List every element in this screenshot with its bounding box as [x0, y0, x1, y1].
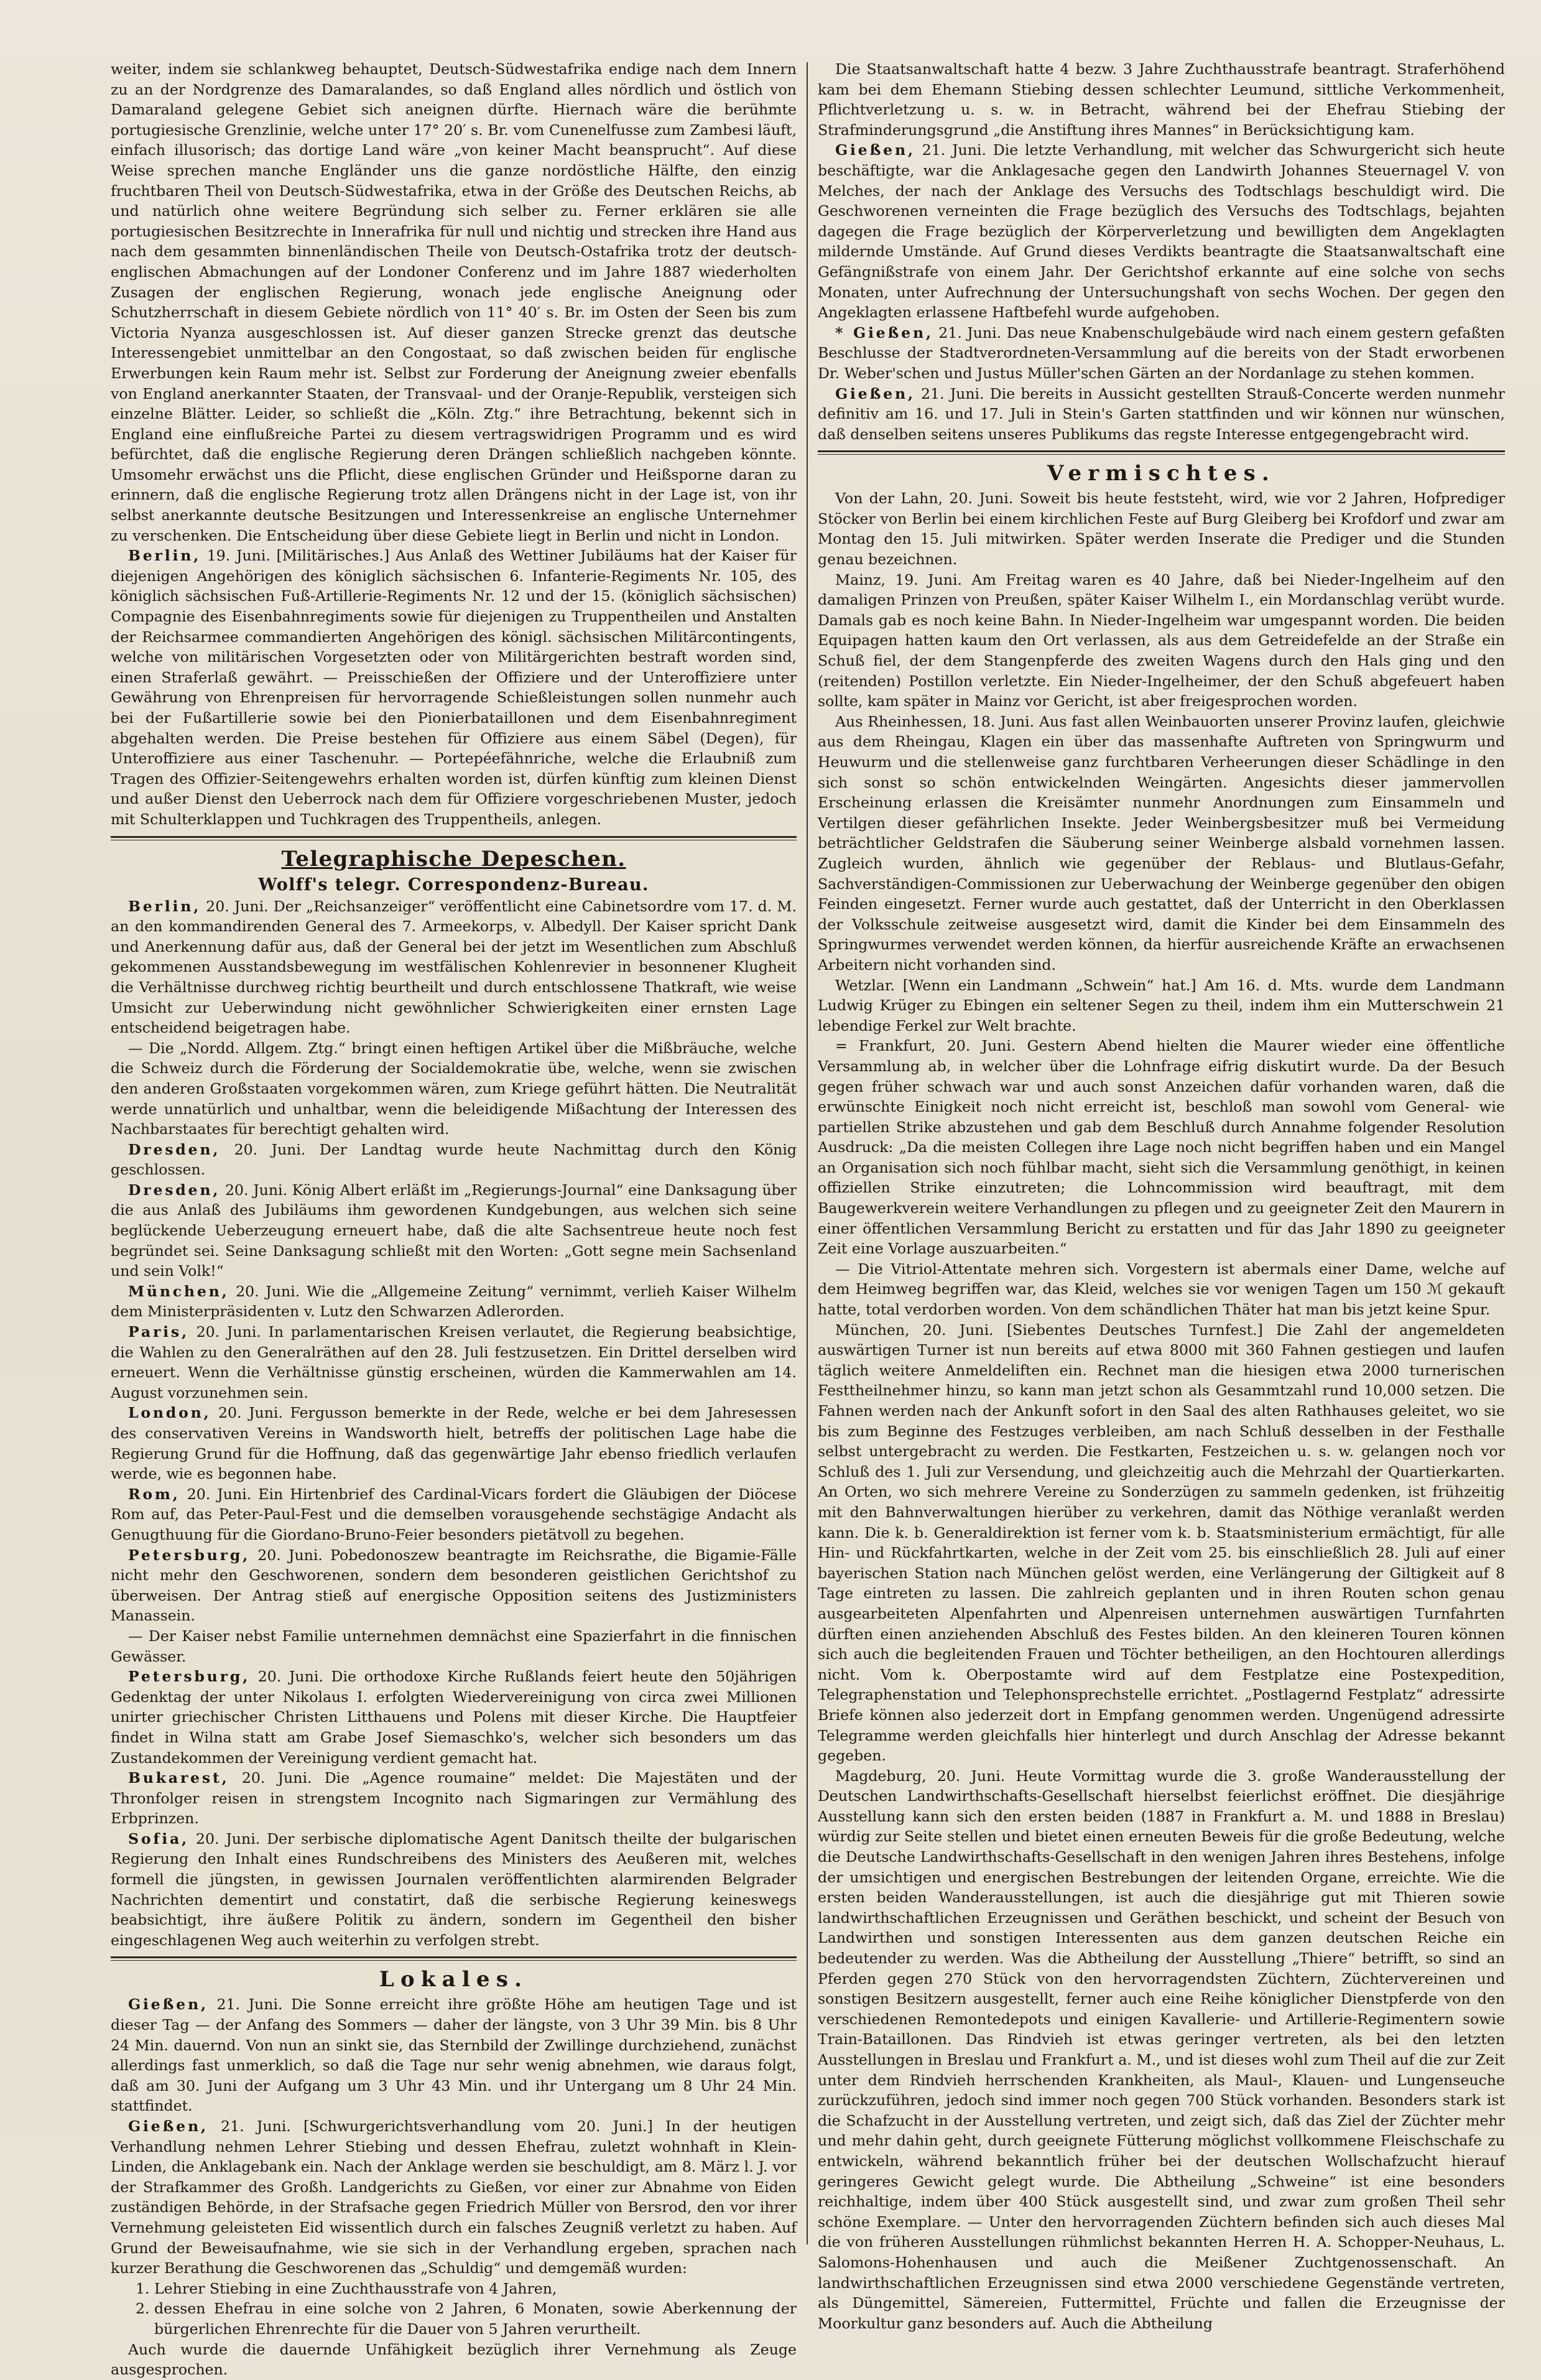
dateline-place: Berlin,	[128, 897, 201, 915]
dateline-place: London,	[128, 1404, 211, 1422]
misc-item: Magdeburg, 20. Juni. Heute Vormittag wurde die 3. große Wanderausstellung der Deutschen Landwirthschafts-Gesellschaft hierselbst feierlichst eröffnet. Die diesjährige Ausstellung kann sich den ersten beiden (1887 in Frankfurt a. M. und 1888 in Breslau) würdig zur Seite stellen und bietet einen erneuten Beweis für die große Bedeutung, welche die Deutsche Landwirthschafts-Gesellschaft in den wenigen Jahren ihres Bestehens, infolge der umsichtigen und energischen Bestrebungen der leitenden Organe, erreichte. Wie die ersten beiden Wanderausstellungen, ist auch die diesjährige gut mit Thieren sowie landwirthschaftlichen Erzeugnissen und Geräthen beschickt, und scheint der Besuch von Landwirthen und sonstigen Interessenten aus dem ganzen deutschen Reiche ein bedeutender zu werden. Was die Abtheilung der Ausstellung „Thiere“ betrifft, so sind an Pferden gegen 270 Stück von den hervorragendsten Züchtern, Züchtervereinen und sonstigen Besitzern ausgestellt, ferner auch eine Reihe königlicher Dienstpferde von den verschiedenen Remontedepots und einigen Kavallerie- und Artillerie-Regimentern sowie Train-Bataillonen. Das Rindvieh ist etwas geringer vertreten, als bei den letzten Ausstellungen in Breslau und Frankfurt a. M., und ist dieses wohl zum Theil auf die zur Zeit unter dem Rindvieh herrschenden Krankheiten, als Maul-, Klauen- und Lungenseuche zurückzuführen, jedoch sind immer noch gegen 700 Stück vorhanden. Besonders stark ist die Schafzucht in der Ausstellung vertreten, und zeigt sich, daß das Ziel der Züchter mehr und mehr dahin geht, durch geeignete Fütterung möglichst vollkommene Fleischschafe zu entwickeln, während bekanntlich früher bei der deutschen Wollschafzucht hierauf geringeres Gewicht gelegt wurde. Die Abtheilung „Schweine“ ist eine besonders reichhaltige, indem über 400 Stück ausgestellt sind, und zwar zum großen Theil sehr schöne Exemplare. — Unter den hervorragenden Züchtern befinden sich auch dieses Mal die von früheren Ausstellungen rühmlichst bekannten Herren H. A. Schopper-Neuhaus, L. Salomons-Hohenhausen und auch die Meißener Zuchtgenossenschaft. An landwirthschaftlichen Erzeugnissen sind etwa 2000 verschiedene Gegenstände vertreten, als Düngemittel, Sämereien, Futtermittel, Früchte und fallen die Erzeugnisse der Moorkultur ganz besonders auf. Auch die Abtheilung	[818, 1767, 1505, 2332]
telegram-text: 20. Juni. Die „Agence roumaine“ meldet: Die Majestäten und der Thronfolger reisen in strengstem Incognito nach Sigmaringen zur Vermählung des Erbprinzen.	[111, 1769, 797, 1828]
article-colonial-text: weiter, indem sie schlankweg behauptet, Deutsch-Südwestafrika endige nach dem Innern zu an der Nordgrenze des Damaralandes, so daß England alles nördlich und östlich von Damaraland gelegene Gebiet sich aneignen dürfte. Hiernach wäre die berühmte portugiesische Grenzlinie, welche unter 17° 20′ s. Br. vom Cunenelfusse zum Zambesi läuft, einfach illusorisch; das dortige Land wäre „von keiner Macht beansprucht“. Auf diese Weise sprechen manche Engländer uns die ganze nordöstliche Hälfte, den einzig fruchtbaren Theil von Deutsch-Südwestafrika, etwa in der Größe des Deutschen Reichs, ab und natürlich ohne weitere Begründung sich selber zu. Ferner erklären sie alle portugiesischen Besitzrechte in Innerafrika für null und nichtig und strecken ihre Hand aus nach dem gesammten binnenländischen Theile von Deutsch-Ostafrika trotz der deutsch-englischen Abmachungen auf der Londoner Conferenz und im Jahre 1887 wiederholten Zusagen der englischen Regierung, wonach jede englische Aneignung oder Schutzherrschaft in diesem Gebiete nördlich von 11° 40′ s. Br. im Osten der Seen bis zum Victoria Nyanza ausgeschlossen ist. Auf dieser ganzen Strecke grenzt das deutsche Interessengebiet unmittelbar an den Congostaat, so daß zwischen beiden für englische Erwerbungen kein Raum mehr ist. Selbst zur Forderung der Aneignung zweier ebenfalls von England anerkannter Staaten, der Transvaal- und der Oranje-Republik, versteigen sich einzelne Blätter. Leider, so schließt die „Köln. Ztg.“ ihre Betrachtung, bekennt sich in England eine einflußreiche Partei zu diesem vertragswidrigen Programm und es wird befürchtet, daß die englische Regierung deren Drängen schließlich nachgeben könnte. Umsomehr erwächst uns die Pflicht, diese englischen Gründer und Heißsporne daran zu erinnern, daß die englische Regierung trotz allen Drängens nicht in der Lage ist, von ihr selbst anerkannte deutsche Besitzungen und Interessenkreise an englische Unternehmer zu verschenken. Die Entscheidung über diese Gebiete liegt in Berlin und nicht in London.	[111, 60, 797, 544]
dateline-place: Petersburg,	[128, 1546, 251, 1564]
dateline-place: Gießen,	[835, 141, 915, 159]
dateline-place: Gießen,	[835, 384, 915, 402]
misc-item: = Frankfurt, 20. Juni. Gestern Abend hielten die Maurer wieder eine öffentliche Versammlung ab, in welcher über die Lohnfrage eifrig diskutirt wurde. Da der Besuch gegen früher schwach war und auch sonst Anzeichen dafür vorhanden waren, daß die erwünschte Einigkeit noch nicht erreicht ist, beschloß man sowohl vom General- wie partiellen Strike abzustehen und gab dem Beschluß durch Annahme folgender Resolution Ausdruck: „Da die meisten Collegen ihre Lage noch nicht begriffen haben und ein Mangel an Organisation sich noch fühlbar macht, sieht sich die Versammlung genöthigt, in keinen offiziellen Strike einzutreten; die Lohncommission wird beauftragt, mit dem Baugewerkverein weitere Verhandlungen zu pflegen und zu geeigneter Zeit den Maurern in einer öffentlichen Versammlung Bericht zu erstatten und für das Jahr 1890 zu geeigneter Zeit eine Vorlage auszuarbeiten.“	[818, 1037, 1505, 1258]
telegram-text: 20. Juni. Die orthodoxe Kirche Rußlands feiert heute den 50jährigen Gedenktag der unter Nikolaus I. erfolgten Wiedervereinigung von circa zwei Millionen unirter griechischer Christen Litthauens und Polens mit dieser Kirche. Die Hauptfeier findet in Wilna statt am Grabe Josef Siemaschko's, welcher sich besonders um das Zustandekommen der Vereinigung verdient gemacht hat.	[111, 1668, 797, 1767]
telegram-item: — Der Kaiser nebst Familie unternehmen demnächst eine Spazierfahrt in die finnischen Gewässer.	[111, 1627, 797, 1665]
telegram-item	[111, 1403, 797, 1484]
section-heading-local: Lokales.	[379, 1967, 529, 1992]
local-text: 21. Juni. Die Sonne erreicht ihre größte Höhe am heutigen Tage und ist dieser Tag — der Anfang des Sommers — daher der längste, von 3 Uhr 39 Min. bis 8 Uhr 24 Min. dauernd. Von nun an sinkt sie, das Sternbild der Zwillinge durchziehend, zunächst allerdings fast unmerklich, so daß die Tage nur sehr wenig abnehmen, wie daraus folgt, daß am 30. Juni der Aufgang um 3 Uhr 43 Min. und ihr Untergang um 8 Uhr 24 Min. stattfindet.	[111, 1996, 797, 2115]
dateline-place: München,	[128, 1282, 229, 1300]
dateline-place: Rom,	[128, 1485, 180, 1503]
telegram-item: — Die „Nordd. Allgem. Ztg.“ bringt einen heftigen Artikel über die Mißbräuche, welche die Schweiz durch die Förderung der Socialdemokratie übe, welche, wenn sie zwischen den anderen Großstaaten vorgekommen wären, zum Kriege geführt hätten. Die Neutralität werde unnatürlich und unhaltbar, wenn die beleidigende Mißachtung der Interessen des Nachbarstaates für berechtigt gehalten wird.	[111, 1039, 797, 1138]
misc-item: Wetzlar. [Wenn ein Landmann „Schwein“ hat.] Am 16. d. Mts. wurde dem Landmann Ludwig Krüger zu Ebingen ein seltener Segen zu theil, indem ihm ein Mutterschwein 21 lebendige Ferkel zur Welt brachte.	[818, 976, 1505, 1034]
dateline-place: * Gießen,	[835, 323, 933, 342]
local-item-end: Auch wurde die dauernde Unfähigkeit bezüglich ihrer Vernehmung als Zeuge ausgesprochen.	[111, 2340, 797, 2379]
telegram-item	[111, 1829, 797, 1951]
local-item	[111, 1994, 797, 2116]
verdict-list	[154, 2279, 797, 2340]
local-item	[111, 2116, 797, 2279]
article-berlin-military	[111, 546, 797, 829]
dateline-place: Petersburg,	[128, 1668, 251, 1686]
local-item	[818, 323, 1505, 384]
dateline-place: Bukarest,	[128, 1769, 229, 1787]
section-subheading-bureau: Wolff's telegr. Correspondenz-Bureau.	[258, 875, 649, 895]
right-column	[818, 59, 1505, 2332]
telegram-item	[111, 1768, 797, 1829]
telegram-text: 20. Juni. Der serbische diplomatische Agent Danitsch theilte der bulgarischen Regierung den Inhalt eines Rundschreibens des Ministers des Aeußeren mit, welches formell die jüngsten, in gewissen Journalen veröffentlichten alarmirenden Belgrader Nachrichten dementirt und constatirt, daß die serbische Regierung keineswegs beabsichtigt, ihre äußere Politik zu ändern, sondern im Gegentheil den bisher eingeschlagenen Weg auch weiterhin zu verfolgen strebt.	[111, 1829, 797, 1949]
telegram-item	[111, 1666, 797, 1768]
misc-item: — Die Vitriol-Attentate mehren sich. Vorgestern ist abermals einer Dame, welche auf dem Heimweg begriffen war, das Kleid, welches sie vor wenigen Tagen um 150 ℳ gekauft hatte, total verdorben worden. Von dem schändlichen Thäter hat man bis jetzt keine Spur.	[818, 1260, 1505, 1319]
telegram-item	[111, 1140, 797, 1180]
verdict-item: 2. dessen Ehefrau in eine solche von 2 Jahren, 6 Monaten, sowie Aberkennung der bürgerlichen Ehrenrechte für die Dauer von 5 Jahren verurtheilt.	[154, 2299, 797, 2339]
left-column	[111, 59, 797, 2379]
local-item	[818, 384, 1505, 445]
dateline-place: Gießen,	[128, 1996, 208, 2014]
dateline-place: Paris,	[128, 1323, 189, 1341]
telegram-text: 20. Juni. Wie die „Allgemeine Zeitung“ vernimmt, verlieh Kaiser Wilhelm dem Ministerpräsidenten v. Lutz den Schwarzen Adlerorden.	[111, 1282, 797, 1321]
telegram-text: 20. Juni. Der „Reichsanzeiger“ veröffentlicht eine Cabinetsordre vom 17. d. M. an den kommandirenden General des 7. Armeekorps, v. Albedyll. Der Kaiser spricht Dank und Anerkennung dafür aus, daß der General bei der jetzt im Wesentlichen zum Abschluß gekommenen Ausstandsbewegung im westfälischen Kohlenrevier in besonnener Klugheit die Verhältnisse durchweg richtig beurtheilt und durch entschlossene Thatkraft, wie weise Umsicht zur Ueberwindung nicht gewöhnlicher Schwierigkeiten einer ernsten Lage entscheidend beigetragen habe.	[111, 897, 797, 1037]
section-heading-telegrams: Telegraphische Depeschen.	[281, 846, 626, 872]
section-heading-miscellaneous: Vermischtes.	[1047, 461, 1275, 486]
local-text: 21. Juni. Die bereits in Aussicht gestellten Strauß-Concerte werden nunmehr definitiv am 16. und 17. Juli in Stein's Garten stattfinden und wir können nur wünschen, daß denselben seitens unseres Publikums das regste Interesse entgegengebracht wird.	[818, 384, 1505, 443]
telegram-item	[111, 1281, 797, 1322]
telegram-text: 20. Juni. Ein Hirtenbrief des Cardinal-Vicars fordert die Gläubigen der Diöcese Rom auf, das Peter-Paul-Fest und die demselben vorausgehende sechstägige Andacht als Genugthuung für die Giordano-Bruno-Feier besonders pietätvoll zu begehen.	[111, 1485, 797, 1543]
dateline-place: Gießen,	[128, 2117, 208, 2135]
misc-item: Von der Lahn, 20. Juni. Soweit bis heute feststeht, wird, wie vor 2 Jahren, Hofprediger Stöcker von Berlin bei einem kirchlichen Feste auf Burg Gleiberg bei Krofdorf und zwar am Montag den 15. Juli mitwirken. Später werden Inserate die Prediger und die Stunden genau bezeichnen.	[818, 490, 1505, 569]
article-text: 19. Juni. [Militärisches.] Aus Anlaß des Wettiner Jubiläums hat der Kaiser für diejenigen Angehörigen des königlich sächsischen 6. Infanterie-Regiments Nr. 105, des königlich sächsischen Fuß-Artillerie-Regiments Nr. 12 und der 15. (königlich sächsischen) Compagnie des Eisenbahnregiments sowie für diejenigen zu Truppentheilen und Anstalten der Reichsarmee commandierten Angehörigen des königl. sächsischen Militärcontingents, welche von militärischen Vorgesetzten oder von Militärgerichten bestraft worden sind, einen Straferlaß gewährt. — Preisschießen der Offiziere und der Unteroffiziere unter Gewährung von Ehrenpreisen für hervorragende Schießleistungen sollen nunmehr auch bei der Fußartillerie sowie bei den Pionierbataillonen und dem Eisenbahnregiment abgehalten werden. Die Preise bestehen für Offiziere aus einem Säbel (Degen), für Unteroffiziere aus einer Taschenuhr. — Portepéefähnriche, welche die Erlaubniß zum Tragen des Offizier-Seitengewehrs erhalten worden ist, dürfen künftig zum kleinen Dienst und außer Dienst den Ueberrock nach dem für Offiziere vorgeschriebenen Muster, jedoch mit Schulterklappen und Tuchkragen des Truppentheils, anlegen.	[111, 547, 797, 828]
telegram-item	[111, 1545, 797, 1626]
telegram-text: 20. Juni. Fergusson bemerkte in der Rede, welche er bei dem Jahresessen des conservativen Vereins in Wandsworth hielt, betreffs der politischen Lage habe die Regierung Grund für die Hoffnung, daß das gegenwärtige Jahr ebenso friedlich verlaufen werde, wie es begonnen habe.	[111, 1404, 797, 1483]
dateline-place: Berlin,	[128, 547, 201, 565]
local-text: 21. Juni. [Schwurgerichtsverhandlung vom 20. Juni.] In der heutigen Verhandlung nehmen Lehrer Stiebing und dessen Ehefrau, zuletzt wohnhaft in Klein-Linden, die Anklagebank ein. Nach der Anklage werden sie beschuldigt, am 8. März l. J. vor der Strafkammer des Großh. Landgerichts zu Gießen, vor einer zur Abnahme von Eiden zuständigen Behörde, in der Strafsache gegen Friedrich Müller von Bersrod, den vor ihrer Vernehmung geleisteten Eid wissentlich durch ein falsches Zeugniß verletzt zu haben. Auf Grund der Beweisaufnahme, wie sie sich in der Verhandlung ergeben, sprachen nach kurzer Berathung die Geschworenen das „Schuldig“ und demgemäß wurden:	[111, 2117, 797, 2277]
section-rule	[818, 450, 1505, 455]
telegram-item	[111, 1180, 797, 1281]
local-text: 21. Juni. Das neue Knabenschulgebäude wird nach einem gestern gefaßten Beschlusse der Stadtverordneten-Versammlung auf die bereits von der Stadt erworbenen Dr. Weber'schen und Justus Müller'schen Gärten an der Nordanlage zu stehen kommen.	[818, 323, 1505, 382]
telegram-text: 20. Juni. König Albert erläßt im „Regierungs-Journal“ eine Danksagung über die aus Anlaß des Jubiläums ihm gewordenen Kundgebungen, aus welchen sich seine beglückende Ueberzeugung erneuert habe, daß die alte Sachsentreue heute noch fest begründet sei. Seine Danksagung schließt mit den Worten: „Gott segne mein Sachsenland und sein Volk!“	[111, 1181, 797, 1280]
section-rule	[111, 836, 797, 840]
section-rule	[111, 1956, 797, 1961]
verdict-item: 1. Lehrer Stiebing in eine Zuchthausstrafe von 4 Jahren,	[154, 2279, 797, 2299]
telegram-text: 20. Juni. Pobedonoszew beantragte im Reichsrathe, die Bigamie-Fälle nicht mehr den Geschworenen, sondern dem besonderen geistlichen Gerichtshof zu überweisen. Der Antrag stieß auf energische Opposition seitens des Justizministers Manassein.	[111, 1546, 797, 1625]
telegram-item	[111, 1484, 797, 1545]
telegram-item	[111, 1322, 797, 1403]
dateline-place: Dresden,	[128, 1140, 221, 1158]
telegram-text: 20. Juni. In parlamentarischen Kreisen verlautet, die Regierung beabsichtige, die Wahlen zu den Generalräthen auf den 28. Juli festzusetzen. Ein Drittel derselben wird erneuert. Wenn die Verhältnisse günstig erscheinen, würden die Kammerwahlen am 14. August vorzunehmen sein.	[111, 1323, 797, 1402]
telegram-text: 20. Juni. Der Landtag wurde heute Nachmittag durch den König geschlossen.	[111, 1140, 797, 1179]
column-divider	[807, 62, 808, 2244]
local-text: 21. Juni. Die letzte Verhandlung, mit welcher das Schwurgericht sich heute beschäftigte, war die Anklagesache gegen den Landwirth Johannes Steuernagel V. von Melches, der nach der Anklage des Versuchs des Todtschlags beschuldigt wird. Die Geschworenen verneinten die Frage bezüglich des Versuchs des Todtschlags, bejahten dagegen die Frage bezüglich der Körperverletzung und bewilligten dem Angeklagten mildernde Umstände. Auf Grund dieses Verdikts beantragte die Staatsanwaltschaft eine Gefängnißstrafe von einem Jahr. Der Gerichtshof erkannte auf eine solche von sechs Monaten, unter Aufrechnung der Untersuchungshaft von sechs Wochen. Der gegen den Angeklagten erlassene Haftbefehl wurde aufgehoben.	[818, 141, 1505, 322]
misc-item: Mainz, 19. Juni. Am Freitag waren es 40 Jahre, daß bei Nieder-Ingelheim auf den damaligen Prinzen von Preußen, später Kaiser Wilhelm I., ein Mordanschlag verübt wurde. Damals gab es noch keine Bahn. In Nieder-Ingelheim war umgespannt worden. Die beiden Equipagen hatten kaum den Ort verlassen, als aus dem Getreidefelde an der Straße ein Schuß fiel, der dem Stangenpferde des zweiten Wagens durch den Hals ging und den (reitenden) Postillon verletzte. Ein Nieder-Ingelheimer, der den Schuß abgefeuert haben sollte, kam später in Mainz vor Gericht, ist aber freigesprochen worden.	[818, 570, 1505, 710]
dateline-place: Dresden,	[128, 1181, 221, 1199]
local-item: Die Staatsanwaltschaft hatte 4 bezw. 3 Jahre Zuchthausstrafe beantragt. Straferhöhend kam bei dem Ehemann Stiebing dessen schlechter Leumund, sittliche Verkommenheit, Pflichtverletzung u. s. w. in Betracht, während bei der Ehefrau Stiebing der Strafminderungsgrund „die Anstiftung ihres Mannes“ in Berücksichtigung kam.	[818, 60, 1505, 139]
misc-item: München, 20. Juni. [Siebentes Deutsches Turnfest.] Die Zahl der angemeldeten auswärtigen Turner ist nun bereits auf etwa 8000 mit 360 Fahnen gestiegen und laufen täglich weitere Anmeldeliften ein. Rechnet man die hiesigen etwa 2000 turnerischen Festtheilnehmer hinzu, so kann man jetzt schon als Gesammtzahl rund 10,000 setzen. Die Fahnen werden nach der Ankunft sofort in den Saal des alten Rathhauses geleitet, wo sie bis zum Beginne des Festzuges verbleiben, am nach Schluß desselben in der Festhalle selbst untergebracht zu werden. Die Festkarten, Festzeichen u. s. w. gelangen noch vor Schluß des 1. Juli zur Versendung, und gleichzeitig auch die Mehrzahl der Quartierkarten. An Orten, wo sich mehrere Vereine zu Sonderzügen zu sammeln gedenken, ist frühzeitig mit den Bahnverwaltungen hierüber zu verkehren, damit das Nöthige veranlaßt werden kann. Die k. b. Generaldirektion ist ferner vom k. b. Staatsministerium ermächtigt, für alle Hin- und Rückfahrtkarten, welche in der Zeit vom 25. bis einschließlich 28. Juli auf einer bayerischen Station nach München gelöst werden, eine Verlängerung der Giltigkeit auf 8 Tage eintreten zu lassen. Die zahlreich geplanten und in ihren Routen schon genau ausgearbeiteten Alpenfahrten und Alpenreisen unternehmen auswärtigen Turnfahrten dürften einen anziehenden Abschluß des Festes bilden. An den kleineren Touren können sich auch die begleitenden Frauen und Töchter betheiligen, an den Hochtouren allerdings nicht. Vom k. Oberpostamte wird auf dem Festplatze eine Postexpedition, Telegraphenstation und Telephonsprechstelle errichtet. „Postlagernd Festplatz“ adressirte Briefe können also jederzeit dort in Empfang genommen werden. Ungenügend adressirte Telegramme werden gleichfalls hier hinterlegt und durch Anschlag der Adresse bekannt gegeben.	[818, 1321, 1505, 1765]
telegram-item	[111, 896, 797, 1038]
misc-item: Aus Rheinhessen, 18. Juni. Aus fast allen Weinbauorten unserer Provinz laufen, gleichwie aus dem Rheingau, Klagen ein über das massenhafte Auftreten von Springwurm und Heuwurm und die stellenweise ganz furchtbaren Verheerungen dieser Schädlinge in den sich sonst so schön entwickelnden Weingärten. Angesichts dieser jammervollen Erscheinung erlassen die Kreisämter nunmehr Anordnungen zum Einsammeln und Vertilgen dieser gefährlichen Insekte. Jeder Weinbergsbesitzer muß bei Vermeidung beträchtlicher Geldstrafen die Säuberung seiner Weinberge alsbald vornehmen lassen. Zugleich wurden, ähnlich wie gegenüber der Reblaus- und Blutlaus-Gefahr, Sachverständigen-Commissionen zur Ueberwachung der Weinberge gegenüber den obigen Feinden eingesetzt. Ferner wurde auch gestattet, daß der Unterricht in den Oberklassen der Volksschule zeitweise ausgesetzt wird, damit die Kinder bei dem Einsammeln des Springwurmes verwendet werden können, da hierfür ausreichende Kräfte an erwachsenen Arbeitern nicht vorhanden sind.	[818, 712, 1505, 974]
dateline-place: Sofia,	[128, 1829, 190, 1848]
local-item	[818, 140, 1505, 322]
